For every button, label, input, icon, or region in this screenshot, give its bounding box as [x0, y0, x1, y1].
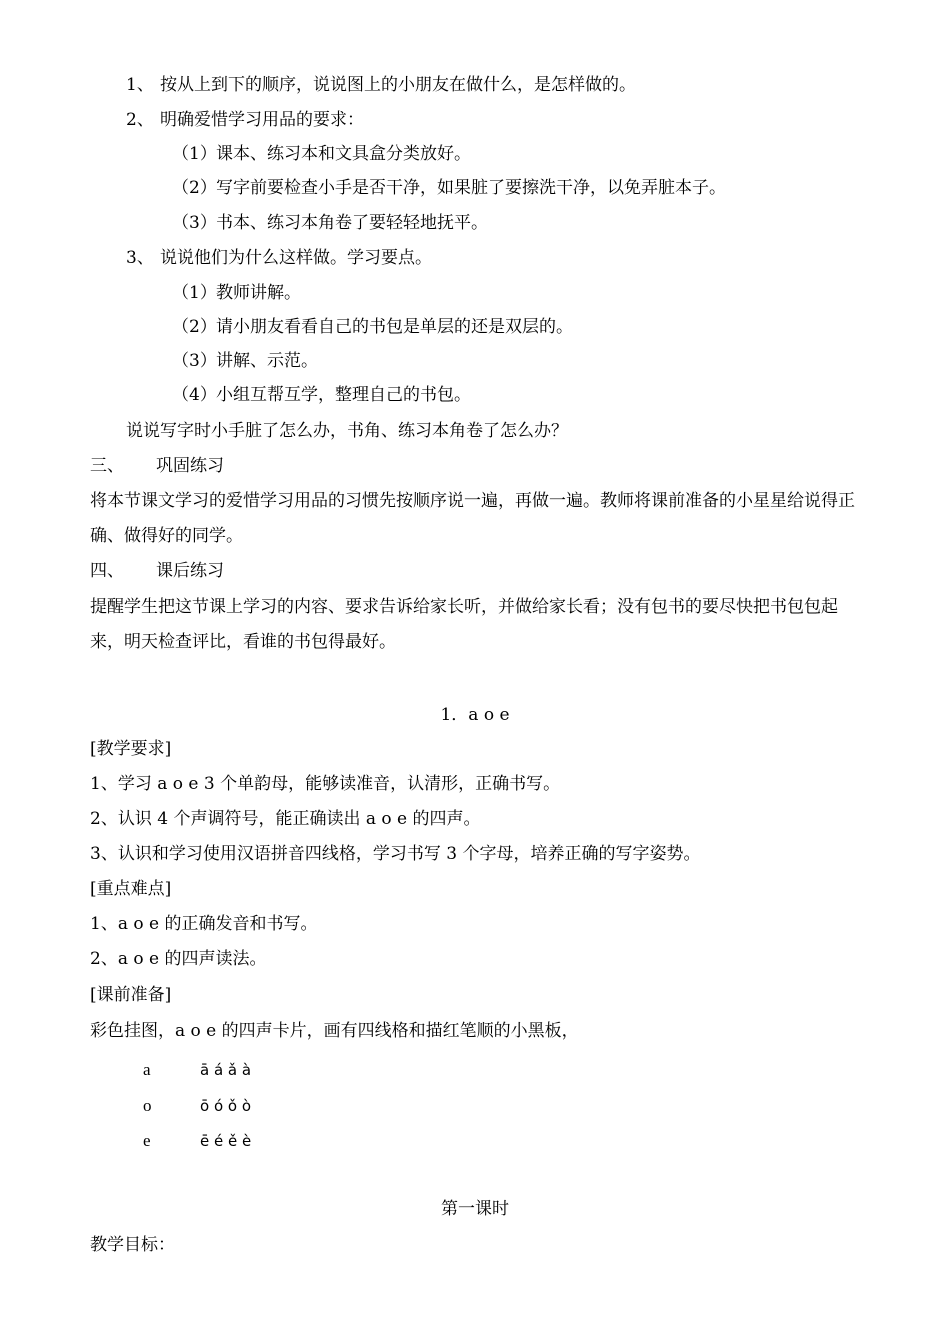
key-difficulty-heading: [重点难点] — [90, 879, 172, 899]
preparation-heading: [课前准备] — [90, 985, 172, 1005]
step-1 — [126, 74, 636, 98]
section-title: 课后练习 — [156, 561, 224, 581]
key-point-1 — [172, 282, 301, 306]
section-3-body: 将本节课文学习的爱惜学习用品的习惯先按顺序说一遍，再做一遍。教师将课前准备的小星星给说得正确、做得好的同学。 — [90, 491, 855, 546]
section-number: 三、 — [90, 456, 124, 476]
teaching-requirements-heading: [教学要求] — [90, 739, 172, 759]
requirement-1 — [172, 143, 471, 167]
key-point-2 — [172, 316, 573, 340]
section-heading-4 — [90, 560, 224, 584]
step-number: 3、 — [126, 248, 154, 268]
objective-heading: 教学目标： — [90, 1235, 175, 1255]
step-2 — [126, 109, 364, 133]
item-text: 教师讲解。 — [216, 283, 301, 303]
item-text: 小组互帮互学，整理自己的书包。 — [216, 385, 471, 405]
question-line: 说说写字时小手脏了怎么办，书角、练习本角卷了怎么办？ — [126, 421, 568, 441]
preparation-text: 彩色挂图，a o e 的四声卡片，画有四线格和描红笔顺的小黑板， — [90, 1021, 579, 1041]
item-text: 课本、练习本和文具盒分类放好。 — [216, 144, 471, 164]
key-point-3 — [172, 350, 318, 374]
key-point-4 — [172, 384, 471, 408]
item-text: 书本、练习本角卷了要轻轻地抚平。 — [216, 213, 488, 233]
section-heading-3 — [90, 455, 224, 479]
pinyin-letter-a: a — [143, 1060, 151, 1079]
item-number: （2） — [172, 317, 217, 337]
pinyin-tones-o: ō ó ǒ ò — [200, 1097, 252, 1115]
step-text: 按从上到下的顺序，说说图上的小朋友在做什么，是怎样做的。 — [160, 75, 636, 95]
item-number: （3） — [172, 213, 217, 233]
pinyin-tones-a: ā á ǎ à — [200, 1061, 252, 1079]
step-text: 说说他们为什么这样做。学习要点。 — [160, 248, 432, 268]
teaching-requirement-1: 1、学习 a o e 3 个单韵母，能够读准音，认清形，正确书写。 — [90, 774, 561, 794]
teaching-requirement-2: 2、认识 4 个声调符号，能正确读出 a o e 的四声。 — [90, 809, 481, 829]
step-number: 1、 — [126, 75, 154, 95]
item-number: （1） — [172, 144, 217, 164]
teaching-requirement-3: 3、认识和学习使用汉语拼音四线格，学习书写 3 个字母，培养正确的写字姿势。 — [90, 844, 701, 864]
item-number: （3） — [172, 351, 217, 371]
item-text: 讲解、示范。 — [216, 351, 318, 371]
step-3 — [126, 247, 432, 271]
section-title: 巩固练习 — [156, 456, 224, 476]
step-number: 2、 — [126, 110, 154, 130]
step-text: 明确爱惜学习用品的要求： — [160, 110, 364, 130]
item-text: 请小朋友看看自己的书包是单层的还是双层的。 — [216, 317, 573, 337]
pinyin-letter-e: e — [143, 1131, 151, 1150]
item-number: （2） — [172, 178, 217, 198]
item-number: （4） — [172, 385, 217, 405]
period-title: 第一课时 — [441, 1199, 509, 1219]
requirement-3 — [172, 212, 488, 236]
lesson-title: 1．a o e — [440, 705, 510, 725]
pinyin-tones-e: ē é ě è — [200, 1132, 252, 1150]
key-difficulty-1: 1、a o e 的正确发音和书写。 — [90, 914, 318, 934]
item-text: 写字前要检查小手是否干净，如果脏了要擦洗干净，以免弄脏本子。 — [216, 178, 726, 198]
requirement-2 — [172, 177, 726, 201]
pinyin-letter-o: o — [143, 1096, 152, 1115]
key-difficulty-2: 2、a o e 的四声读法。 — [90, 949, 267, 969]
section-number: 四、 — [90, 561, 124, 581]
section-4-body: 提醒学生把这节课上学习的内容、要求告诉给家长听，并做给家长看；没有包书的要尽快把书包包起来，明天检查评比，看谁的书包得最好。 — [90, 597, 838, 652]
item-number: （1） — [172, 283, 217, 303]
